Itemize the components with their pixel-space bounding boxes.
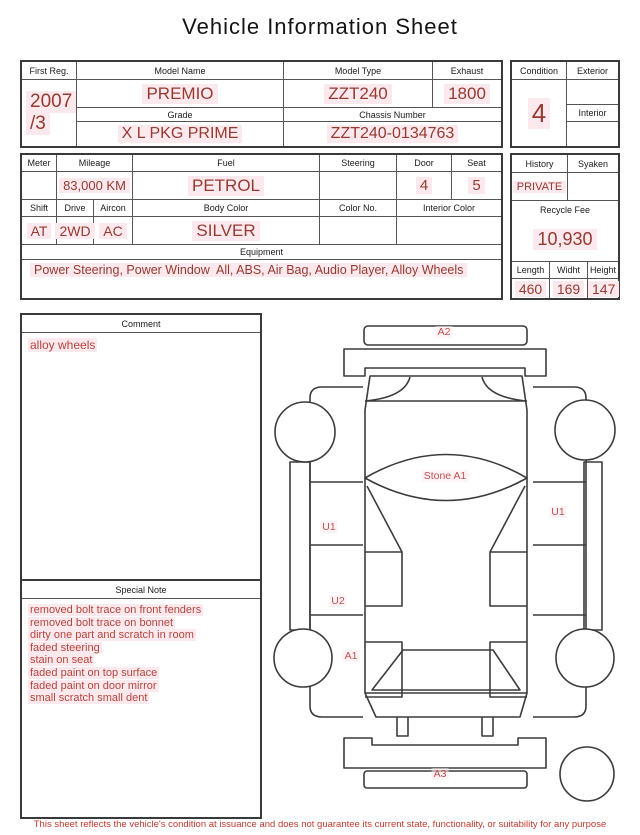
exhaust-value: 1800 [433,80,501,108]
chassis-number-label: Chassis Number [284,108,501,122]
vehicle-identity-table [20,60,503,148]
height-label: Height [589,265,616,275]
condition-rating: 4 [512,80,567,146]
damage-label-rear-bumper: A3 [433,768,447,780]
recycle-fee-value: 10,930 [512,218,618,261]
seat-value: 5 [452,172,501,200]
color-no-label: Color No. [320,200,397,217]
special-note-line: removed bolt trace on bonnet [30,616,174,629]
special-note-line: removed bolt trace on front fenders [30,604,202,616]
car-damage-diagram [270,310,636,810]
damage-label-left-door: U2 [331,595,345,607]
special-note-line: dirty one part and scratch in room [30,629,194,642]
special-note-line: small scratch small dent [30,692,148,705]
door-label: Door [397,155,452,172]
car-top-view-schematic [270,310,636,810]
page-title: Vehicle Information Sheet [182,14,458,39]
first-reg-value: 2007 /3 [22,80,77,146]
damage-label-windshield: Stone A1 [423,470,467,482]
aircon-label: Aircon [94,200,133,217]
syaken-value [568,173,618,200]
length-value: 460 [512,279,550,298]
exhaust-label: Exhaust [433,62,501,80]
syaken-label: Syaken [577,158,609,169]
chassis-number-value: ZZT240-0134763 [284,122,501,146]
special-note-line: faded steering [30,641,100,654]
special-note-line: stain on seat [30,654,93,667]
shift-label: Shift [22,200,57,217]
condition-label: Condition [512,62,567,80]
shift-value: AT [22,217,57,245]
special-note-line: faded paint on top surface [30,666,158,679]
meter-label: Meter [22,155,57,172]
grade-label: Grade [77,108,284,122]
door-value: 4 [397,172,452,200]
special-note-line: faded paint on door mirror [30,679,157,692]
exterior-value [567,80,618,105]
aircon-value: AC [94,217,133,245]
meter-value [22,172,57,200]
interior-value [567,122,618,146]
fuel-value: PETROL [133,172,320,200]
comment-text: alloy wheels [22,333,260,581]
damage-label-right-side: U1 [551,506,565,518]
mileage-label: Mileage [57,155,133,172]
comment-label: Comment [22,315,260,333]
interior-color-label: Interior Color [397,200,501,217]
special-note-list [22,599,260,817]
history-table [510,153,620,300]
body-color-label: Body Color [133,200,320,217]
first-reg-label: First Reg. [22,62,77,80]
recycle-fee-label: Recycle Fee [539,204,591,215]
model-name-label: Model Name [77,62,284,80]
model-type-value: ZZT240 [284,80,433,108]
drive-value: 2WD [57,217,94,245]
equipment-label: Equipment [22,245,501,260]
seat-label: Seat [452,155,501,172]
steering-value [320,172,397,200]
length-label: Length [512,262,550,278]
equipment-value: Power Steering, Power Window All, ABS, Air Bag, Audio Player, Alloy Wheels [22,260,501,298]
interior-label: Interior [567,105,618,122]
drive-label: Drive [57,200,94,217]
special-note-label: Special Note [22,581,260,599]
history-label: History [512,155,568,172]
condition-table [510,60,620,148]
grade-value: X L PKG PRIME [77,122,284,146]
mileage-value: 83,000 KM [57,172,133,200]
fuel-label: Fuel [133,155,320,172]
model-type-label: Model Type [284,62,433,80]
history-value: PRIVATE [512,173,568,200]
exterior-label: Exterior [567,62,618,80]
spec-table [20,153,503,300]
damage-label-left-side: U1 [322,521,336,533]
damage-label-left-rear-quarter: A1 [344,650,358,662]
color-no-value [320,217,397,245]
height-value: 147 [588,279,619,298]
damage-label-front-bumper: A2 [437,326,451,338]
width-label: Widht [550,262,588,278]
steering-label: Steering [320,155,397,172]
notes-panel [20,313,262,819]
body-color-value: SILVER [133,217,320,245]
model-name-value: PREMIO [77,80,284,108]
width-value: 169 [550,279,588,298]
disclaimer-text: This sheet reflects the vehicle's condition at issuance and does not guarantee its current state, functionality, or suitability for any purpose [33,819,607,830]
interior-color-value [397,217,501,245]
